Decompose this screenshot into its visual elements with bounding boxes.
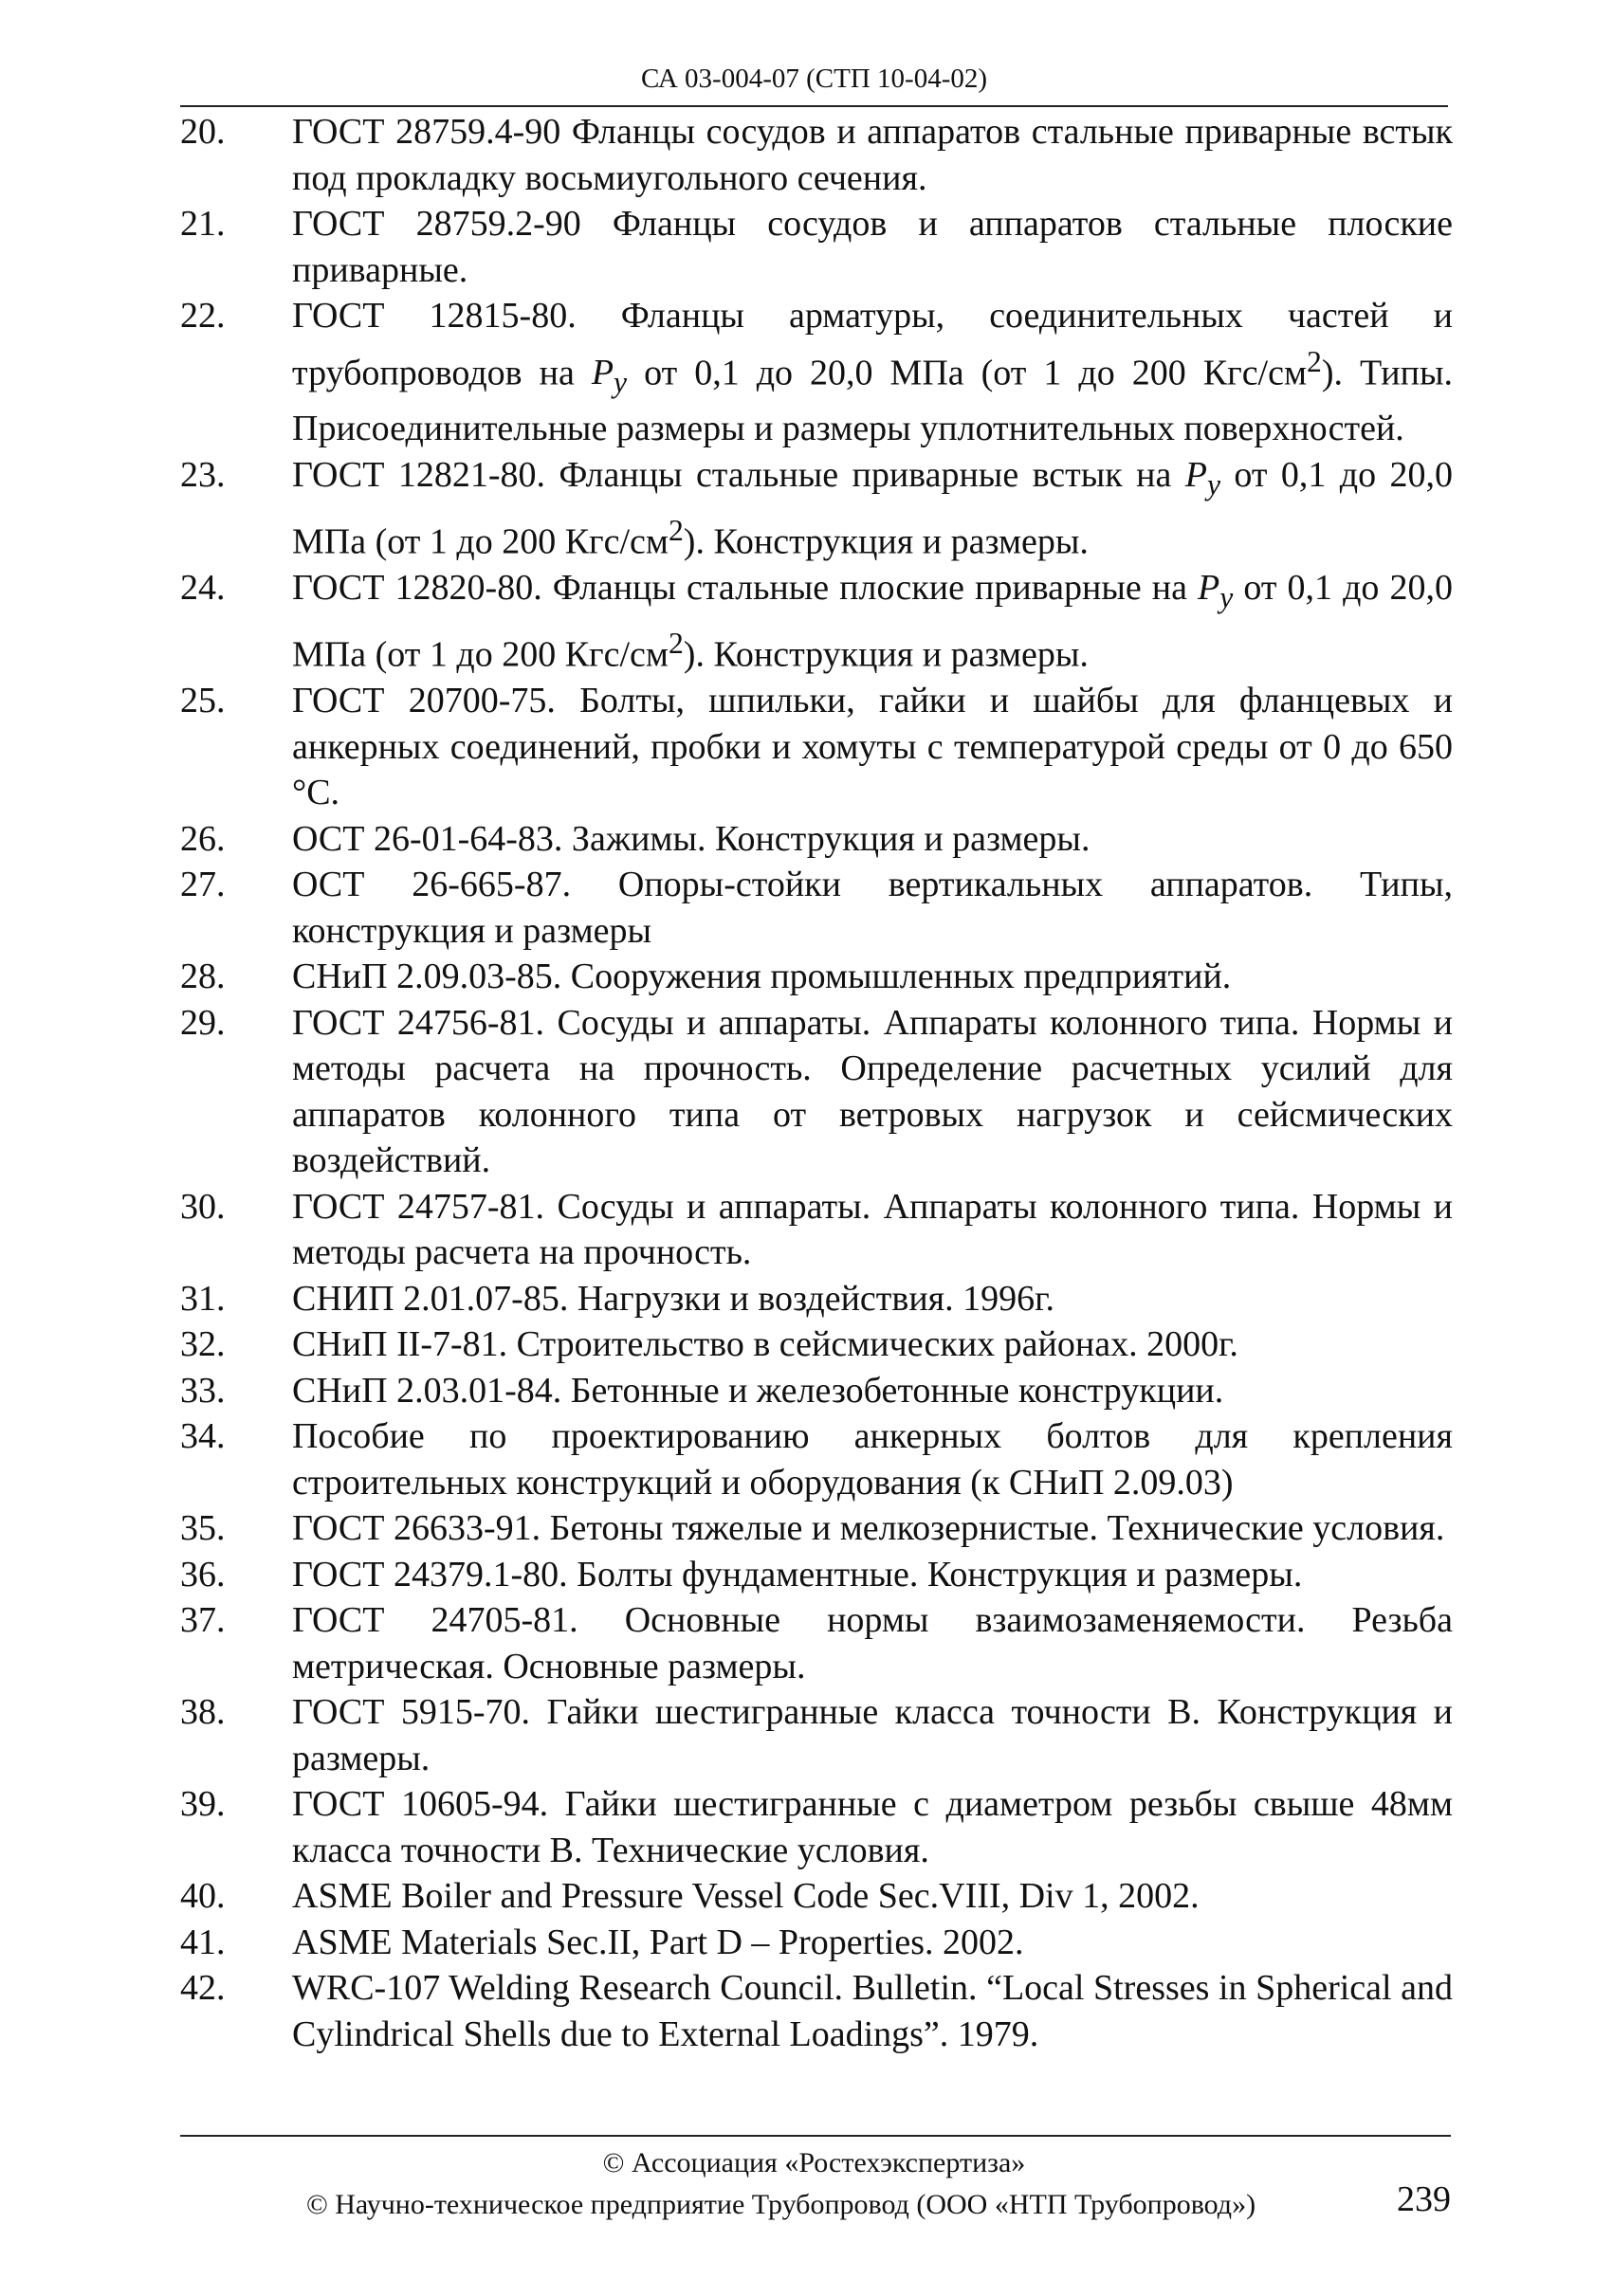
reference-number: 35. <box>180 1508 226 1549</box>
reference-list <box>180 109 1453 2057</box>
reference-text: WRC-107 Welding Research Council. Bulletin. “Local Stresses in Spherical and Cylindrical Shells due to External Loadings”. 1979. <box>292 1968 1453 2054</box>
reference-text: ГОСТ 24705-81. Основные нормы взаимозаменяемости. Резьба метрическая. Основные размеры. <box>292 1600 1453 1686</box>
reference-number: 40. <box>180 1876 226 1917</box>
reference-number: 27. <box>180 865 226 905</box>
footer-association: © Ассоциация «Ростехэкспертиза» <box>602 2147 1026 2178</box>
reference-text: ГОСТ 12821-80. Фланцы стальные приварные встык на $P_y$ от 0,1 до 20,0 МПа (от 1 до 200 Кгс/$см^2$). Конструкция и размеры. <box>292 454 1453 562</box>
reference-item <box>180 678 1453 816</box>
page-number: 239 <box>1397 2179 1451 2219</box>
header-divider <box>180 105 1448 107</box>
reference-text: ГОСТ 26633-91. Бетоны тяжелые и мелкозернистые. Технические условия. <box>292 1508 1445 1549</box>
reference-text: ГОСТ 28759.2-90 Фланцы сосудов и аппаратов стальные плоские приварные. <box>292 204 1453 290</box>
reference-text: СНиП 2.09.03-85. Сооружения промышленных предприятий. <box>292 957 1232 997</box>
reference-number: 26. <box>180 818 226 859</box>
reference-number: 24. <box>180 568 226 608</box>
reference-text: ASME Boiler and Pressure Vessel Code Sec.VIII, Div 1, 2002. <box>292 1876 1200 1917</box>
reference-number: 42. <box>180 1968 226 2009</box>
reference-item <box>180 1920 1453 1966</box>
reference-number: 33. <box>180 1370 226 1411</box>
reference-number: 20. <box>180 112 226 152</box>
footer-enterprise: © Научно-техническое предприятие Трубопровод (ООО «НТП Трубопровод») <box>305 2189 1256 2220</box>
reference-number: 28. <box>180 957 226 997</box>
reference-number: 23. <box>180 454 226 495</box>
footer-divider <box>180 2135 1451 2137</box>
document-header: СА 03-004-07 (СТП 10-04-02) <box>640 64 988 94</box>
reference-item <box>180 1368 1453 1414</box>
reference-text: ГОСТ 24379.1-80. Болты фундаментные. Конструкция и размеры. <box>292 1554 1303 1594</box>
reference-text: ГОСТ 24756-81. Сосуды и аппараты. Аппараты колонного типа. Нормы и методы расчета на прочность. Определение расчетных усилий для аппаратов колонного типа от ветровых нагрузок и сейсмических воздействий. <box>292 1002 1453 1181</box>
reference-item <box>180 954 1453 1000</box>
reference-text: ГОСТ 5915-70. Гайки шестигранные класса точности В. Конструкция и размеры. <box>292 1692 1453 1778</box>
reference-number: 31. <box>180 1278 226 1319</box>
reference-text: ОСТ 26-665-87. Опоры-стойки вертикальных аппаратов. Типы, конструкция и размеры <box>292 865 1453 951</box>
reference-number: 37. <box>180 1600 226 1641</box>
reference-number: 34. <box>180 1416 226 1457</box>
reference-number: 38. <box>180 1692 226 1733</box>
reference-item <box>180 1184 1453 1276</box>
reference-number: 30. <box>180 1186 226 1227</box>
reference-item <box>180 1552 1453 1598</box>
reference-item <box>180 816 1453 863</box>
reference-text: ОСТ 26-01-64-83. Зажимы. Конструкция и размеры. <box>292 818 1091 859</box>
reference-text: ГОСТ 12820-80. Фланцы стальные плоские приварные на $P_y$ от 0,1 до 20,0 МПа (от 1 до 200 Кгс/$см^2$). Конструкция и размеры. <box>292 568 1453 675</box>
reference-text: ГОСТ 20700-75. Болты, шпильки, гайки и шайбы для фланцевых и анкерных соединений, пробки и хомуты с температурой среды от 0 до 650 °С. <box>292 681 1453 813</box>
reference-item <box>180 862 1453 954</box>
reference-text: ГОСТ 24757-81. Сосуды и аппараты. Аппараты колонного типа. Нормы и методы расчета на прочность. <box>292 1186 1453 1273</box>
reference-text: ГОСТ 28759.4-90 Фланцы сосудов и аппаратов стальные приварные встык под прокладку восьмиугольного сечения. <box>292 112 1453 198</box>
reference-text: СНИП 2.01.07-85. Нагрузки и воздействия. 1996г. <box>292 1278 1054 1319</box>
reference-number: 32. <box>180 1324 226 1365</box>
reference-item <box>180 1873 1453 1920</box>
reference-number: 36. <box>180 1554 226 1594</box>
reference-number: 29. <box>180 1002 226 1043</box>
reference-number: 21. <box>180 204 226 244</box>
reference-item <box>180 1965 1453 2057</box>
reference-text: ASME Materials Sec.II, Part D – Properties. 2002. <box>292 1922 1024 1962</box>
reference-item <box>180 1000 1453 1184</box>
reference-item <box>180 1781 1453 1873</box>
reference-number: 41. <box>180 1922 226 1962</box>
reference-item <box>180 109 1453 201</box>
reference-number: 39. <box>180 1784 226 1825</box>
reference-item <box>180 201 1453 293</box>
reference-item <box>180 1597 1453 1689</box>
reference-item <box>180 1689 1453 1781</box>
reference-item <box>180 1321 1453 1368</box>
reference-item <box>180 1505 1453 1552</box>
reference-text: ГОСТ 12815-80. Фланцы арматуры, соединительных частей и трубопроводов на $P_y$ от 0,1 до 20,0 МПа (от 1 до 200 Кгс/$см^2$). Типы. Присоединительные размеры и размеры уплотнительных поверхностей. <box>292 296 1453 449</box>
reference-text: СНиП 2.03.01-84. Бетонные и железобетонные конструкции. <box>292 1370 1224 1411</box>
reference-text: СНиП II-7-81. Строительство в сейсмических районах. 2000г. <box>292 1324 1238 1365</box>
reference-item <box>180 452 1453 565</box>
reference-item <box>180 293 1453 452</box>
reference-number: 22. <box>180 296 226 336</box>
reference-item <box>180 1413 1453 1505</box>
reference-item <box>180 565 1453 678</box>
reference-text: Пособие по проектированию анкерных болтов для крепления строительных конструкций и оборудования (к СНиП 2.09.03) <box>292 1416 1453 1503</box>
reference-number: 25. <box>180 681 226 721</box>
reference-item <box>180 1276 1453 1322</box>
reference-text: ГОСТ 10605-94. Гайки шестигранные с диаметром резьбы свыше 48мм класса точности В. Технические условия. <box>292 1784 1453 1870</box>
